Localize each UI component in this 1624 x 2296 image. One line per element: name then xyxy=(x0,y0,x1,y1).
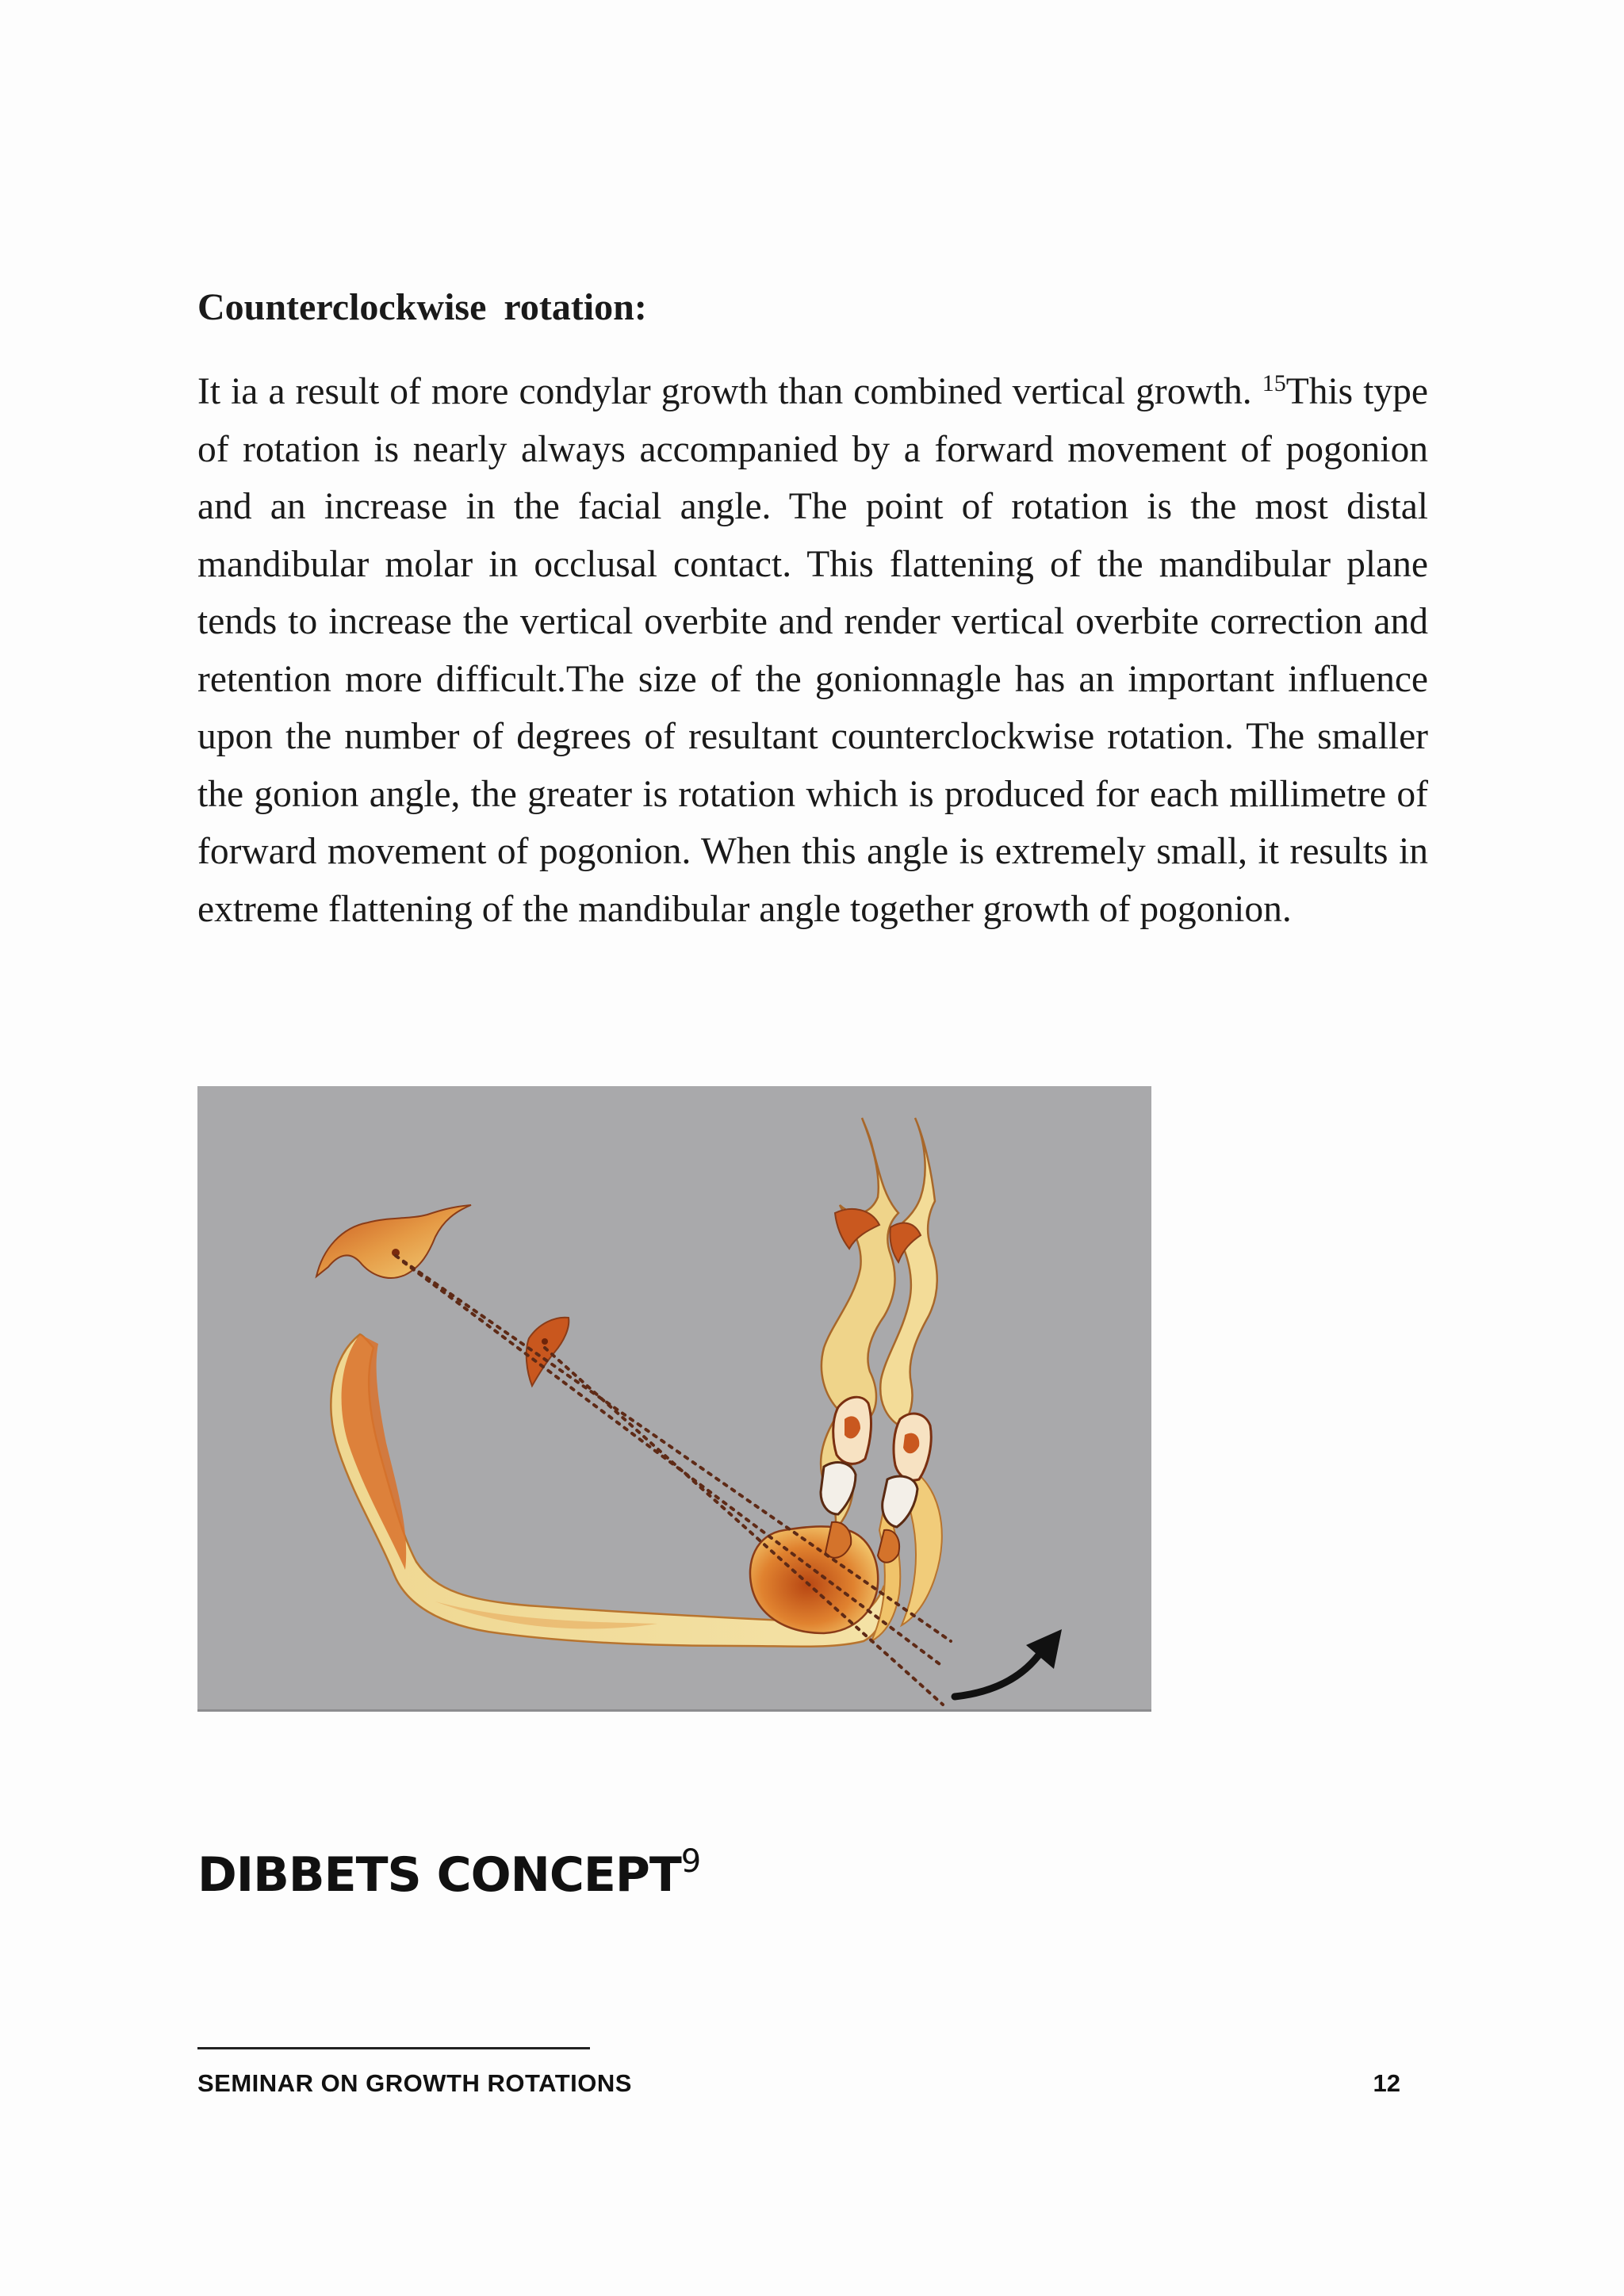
coronoid-shape xyxy=(527,1318,569,1386)
curved-arrow-icon xyxy=(955,1629,1062,1697)
paragraph-rest: This type of rotation is nearly always accompanied by a forward movement of pogonion and an increase in the facial angle. The point of rotation is the most distal mandibular molar in occlusal contact. This flattening of the mandibular plane tends to increase the vertical overbite and render vertical overbite correction and retention more difficult.The size of the gonionnagle has an important influence upon the number of degrees of resultant counterclockwise rotation. The smaller the gonion angle, the greater is rotation which is produced for each millimetre of forward movement of pogonion. When this angle is extremely small, it results in extreme flattening of the mandibular angle together growth of pogonion. xyxy=(197,371,1428,930)
dibbets-concept-heading xyxy=(197,1839,700,1911)
citation-superscript: 15 xyxy=(1262,370,1286,396)
paragraph-lead: It ia a result of more condylar growth than combined vertical growth. xyxy=(197,371,1262,412)
footer-divider xyxy=(197,2047,590,2049)
section-heading: Counterclockwise rotation: xyxy=(197,286,647,328)
condyle-shape xyxy=(316,1205,471,1278)
dibbets-heading-text: DIBBETS CONCEPT xyxy=(197,1847,681,1903)
mandible-rotation-figure xyxy=(197,1086,1151,1712)
page-number: 12 xyxy=(1373,2069,1400,2097)
dibbets-citation: 9 xyxy=(680,1843,701,1880)
body-paragraph xyxy=(197,363,1428,938)
mandible-illustration xyxy=(197,1086,1151,1709)
footer-title: SEMINAR ON GROWTH ROTATIONS xyxy=(197,2069,632,2097)
